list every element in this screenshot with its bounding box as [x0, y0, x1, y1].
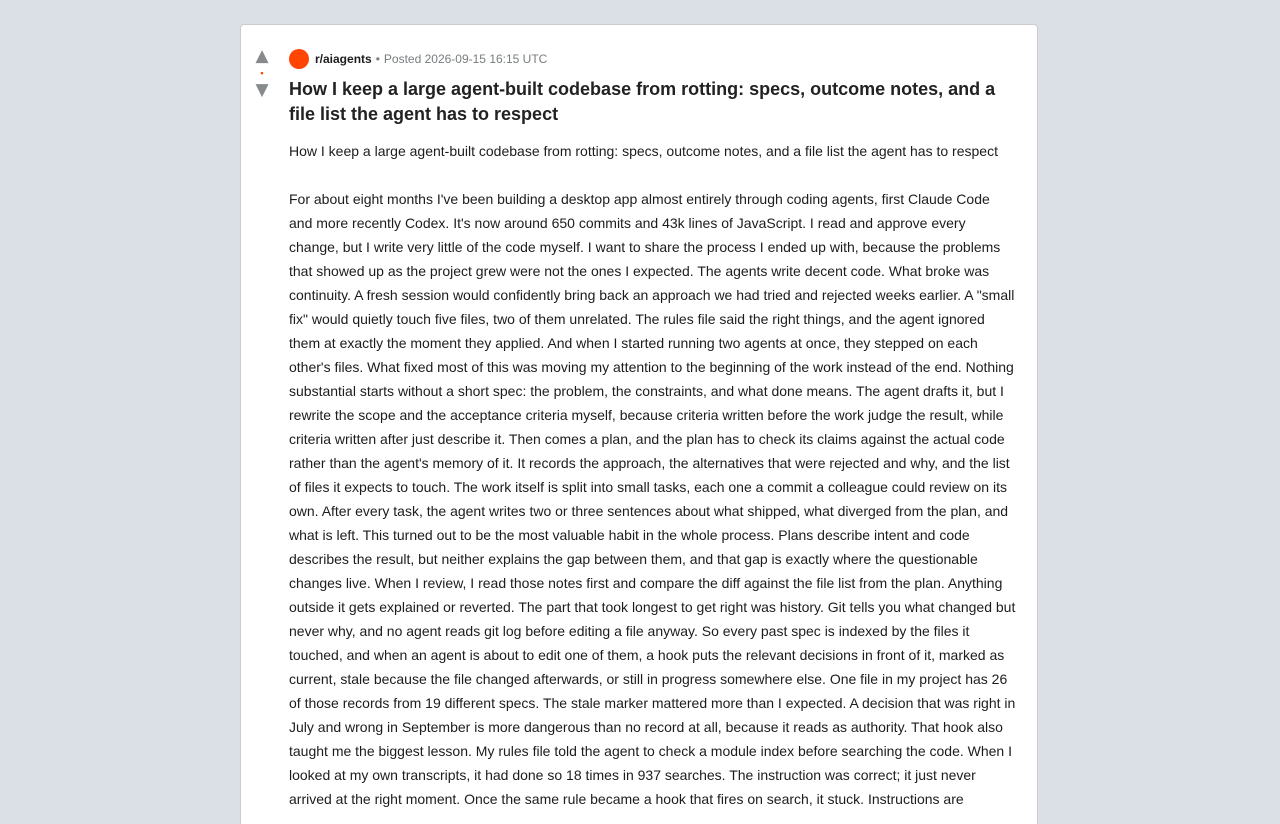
- vote-score: •: [260, 68, 264, 78]
- post-card: [240, 24, 1038, 824]
- post-timestamp: Posted 2026-09-15 16:15 UTC: [383, 52, 548, 66]
- upvote-arrow-icon[interactable]: ▲: [255, 46, 269, 66]
- subreddit-icon[interactable]: [289, 49, 309, 69]
- post-meta: [289, 49, 1017, 69]
- post-body: [289, 139, 1017, 811]
- post-paragraph: How I keep a large agent-built codebase from rotting: specs, outcome notes, and a file list the agent has to respect: [289, 143, 998, 159]
- downvote-arrow-icon[interactable]: ▼: [255, 80, 269, 100]
- post-content: [289, 49, 1017, 824]
- vote-column: [249, 47, 275, 101]
- meta-separator: •: [375, 52, 380, 66]
- post-title[interactable]: How I keep a large agent-built codebase from rotting: specs, outcome notes, and a file list the agent has to respect: [289, 79, 996, 124]
- post-paragraph: For about eight months I've been building a desktop app almost entirely through coding agents, first Claude Code and more recently Codex. It's now around 650 commits and 43k lines of JavaScript. I read and approve every change, but I write very little of the code myself. I want to share the process I ended up with, because the problems that showed up as the project grew were not the ones I expected. The agents write decent code. What broke was continuity. A fresh session would confidently bring back an approach we had tried and rejected weeks earlier. A "small fix" would quietly touch five files, two of them unrelated. The rules file said the right things, and the agent ignored them at exactly the moment they applied. And when I started running two agents at once, they stepped on each other's files. What fixed most of this was moving my attention to the beginning of the work instead of the end. Nothing substantial starts without a short spec: the problem, the constraints, and what done means. The agent drafts it, but I rewrite the scope and the acceptance criteria myself, because criteria written before the work judge the result, while criteria written after just describe it. Then comes a plan, and the plan has to check its claims against the actual code rather than the agent's memory of it. It records the approach, the alternatives that were rejected and why, and the list of files it expects to touch. The work itself is split into small tasks, each one a commit a colleague could review on its own. After every task, the agent writes two or three sentences about what shipped, what diverged from the plan, and what is left. This turned out to be the most valuable habit in the whole process. Plans describe intent and code describes the result, but neither explains the gap between them, and that gap is exactly where the questionable changes live. When I review, I read those notes first and compare the diff against the file list from the plan. Anything outside it gets explained or reverted. The part that took longest to get right was history. Git tells you what changed but never why, and no agent reads git log before editing a file anyway. So every past spec is indexed by the files it touched, and when an agent is about to edit one of them, a hook puts the relevant decisions in front of it, marked as current, stale because the file changed afterwards, or still in progress somewhere else. One file in my project has 26 of those records from 19 different specs. The stale marker mattered more than I expected. A decision that was right in July and wrong in September is more dangerous than no record at all, because it reads as authority. That hook also taught me the biggest lesson. My rules file told the agent to check a module index before searching the code. When I looked at my own transcripts, it had done so 18 times in 937 searches. The instruction was correct; it just never arrived at the right moment. Once the same rule became a hook that fires on search, it stuck. Instructions are: [289, 191, 1016, 807]
- subreddit-link[interactable]: r/aiagents: [315, 52, 372, 66]
